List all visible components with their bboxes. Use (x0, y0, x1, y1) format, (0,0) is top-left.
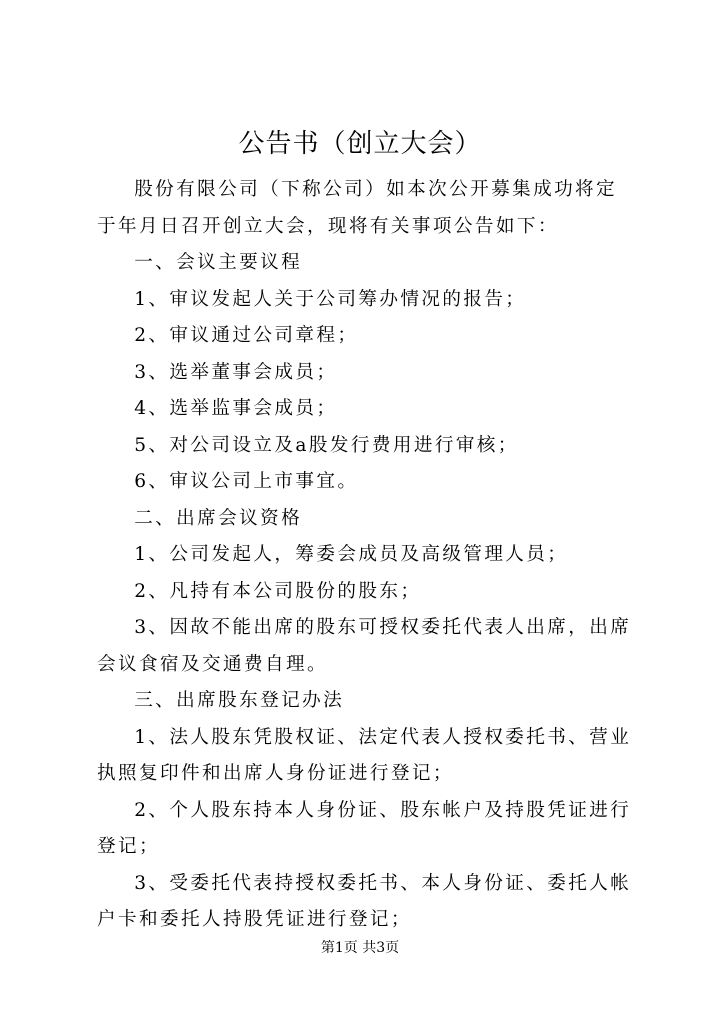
page-footer: 第1页 共3页 (320, 940, 400, 956)
registration-item: 3、受委托代表持授权委托书、本人身份证、委托人帐户卡和委托人持股凭证进行登记； (97, 872, 632, 930)
agenda-item: 5、对公司设立及a股发行费用进行审核； (134, 434, 519, 456)
registration-item: 1、法人股东凭股权证、法定代表人授权委托书、营业执照复印件和出席人身份证进行登记； (97, 726, 632, 784)
agenda-item: 1、审议发起人关于公司筹办情况的报告； (134, 288, 527, 310)
section-heading-agenda: 一、会议主要议程 (134, 252, 303, 273)
document-title: 公告书（创立大会） (238, 129, 482, 159)
section-heading-eligibility: 二、出席会议资格 (134, 507, 303, 529)
eligibility-item: 3、因故不能出席的股东可授权委托代表人出席，出席会议食宿及交通费自理。 (97, 617, 632, 675)
document-body (97, 172, 637, 939)
agenda-item: 4、选举监事会成员； (134, 398, 338, 419)
registration-item: 2、个人股东持本人身份证、股东帐户及持股凭证进行登记； (97, 799, 632, 857)
eligibility-item: 2、凡持有本公司股份的股东； (134, 580, 422, 602)
section-heading-registration: 三、出席股东登记办法 (134, 690, 345, 711)
agenda-item: 3、选举董事会成员； (134, 361, 338, 383)
agenda-item: 2、审议通过公司章程； (134, 325, 359, 346)
intro-paragraph: 股份有限公司（下称公司）如本次公开募集成功将定于年月日召开创立大会，现将有关事项公告如下： (97, 179, 618, 237)
eligibility-item: 1、公司发起人，筹委会成员及高级管理人员； (134, 544, 569, 565)
agenda-item: 6、审议公司上市事宜。 (134, 471, 359, 492)
